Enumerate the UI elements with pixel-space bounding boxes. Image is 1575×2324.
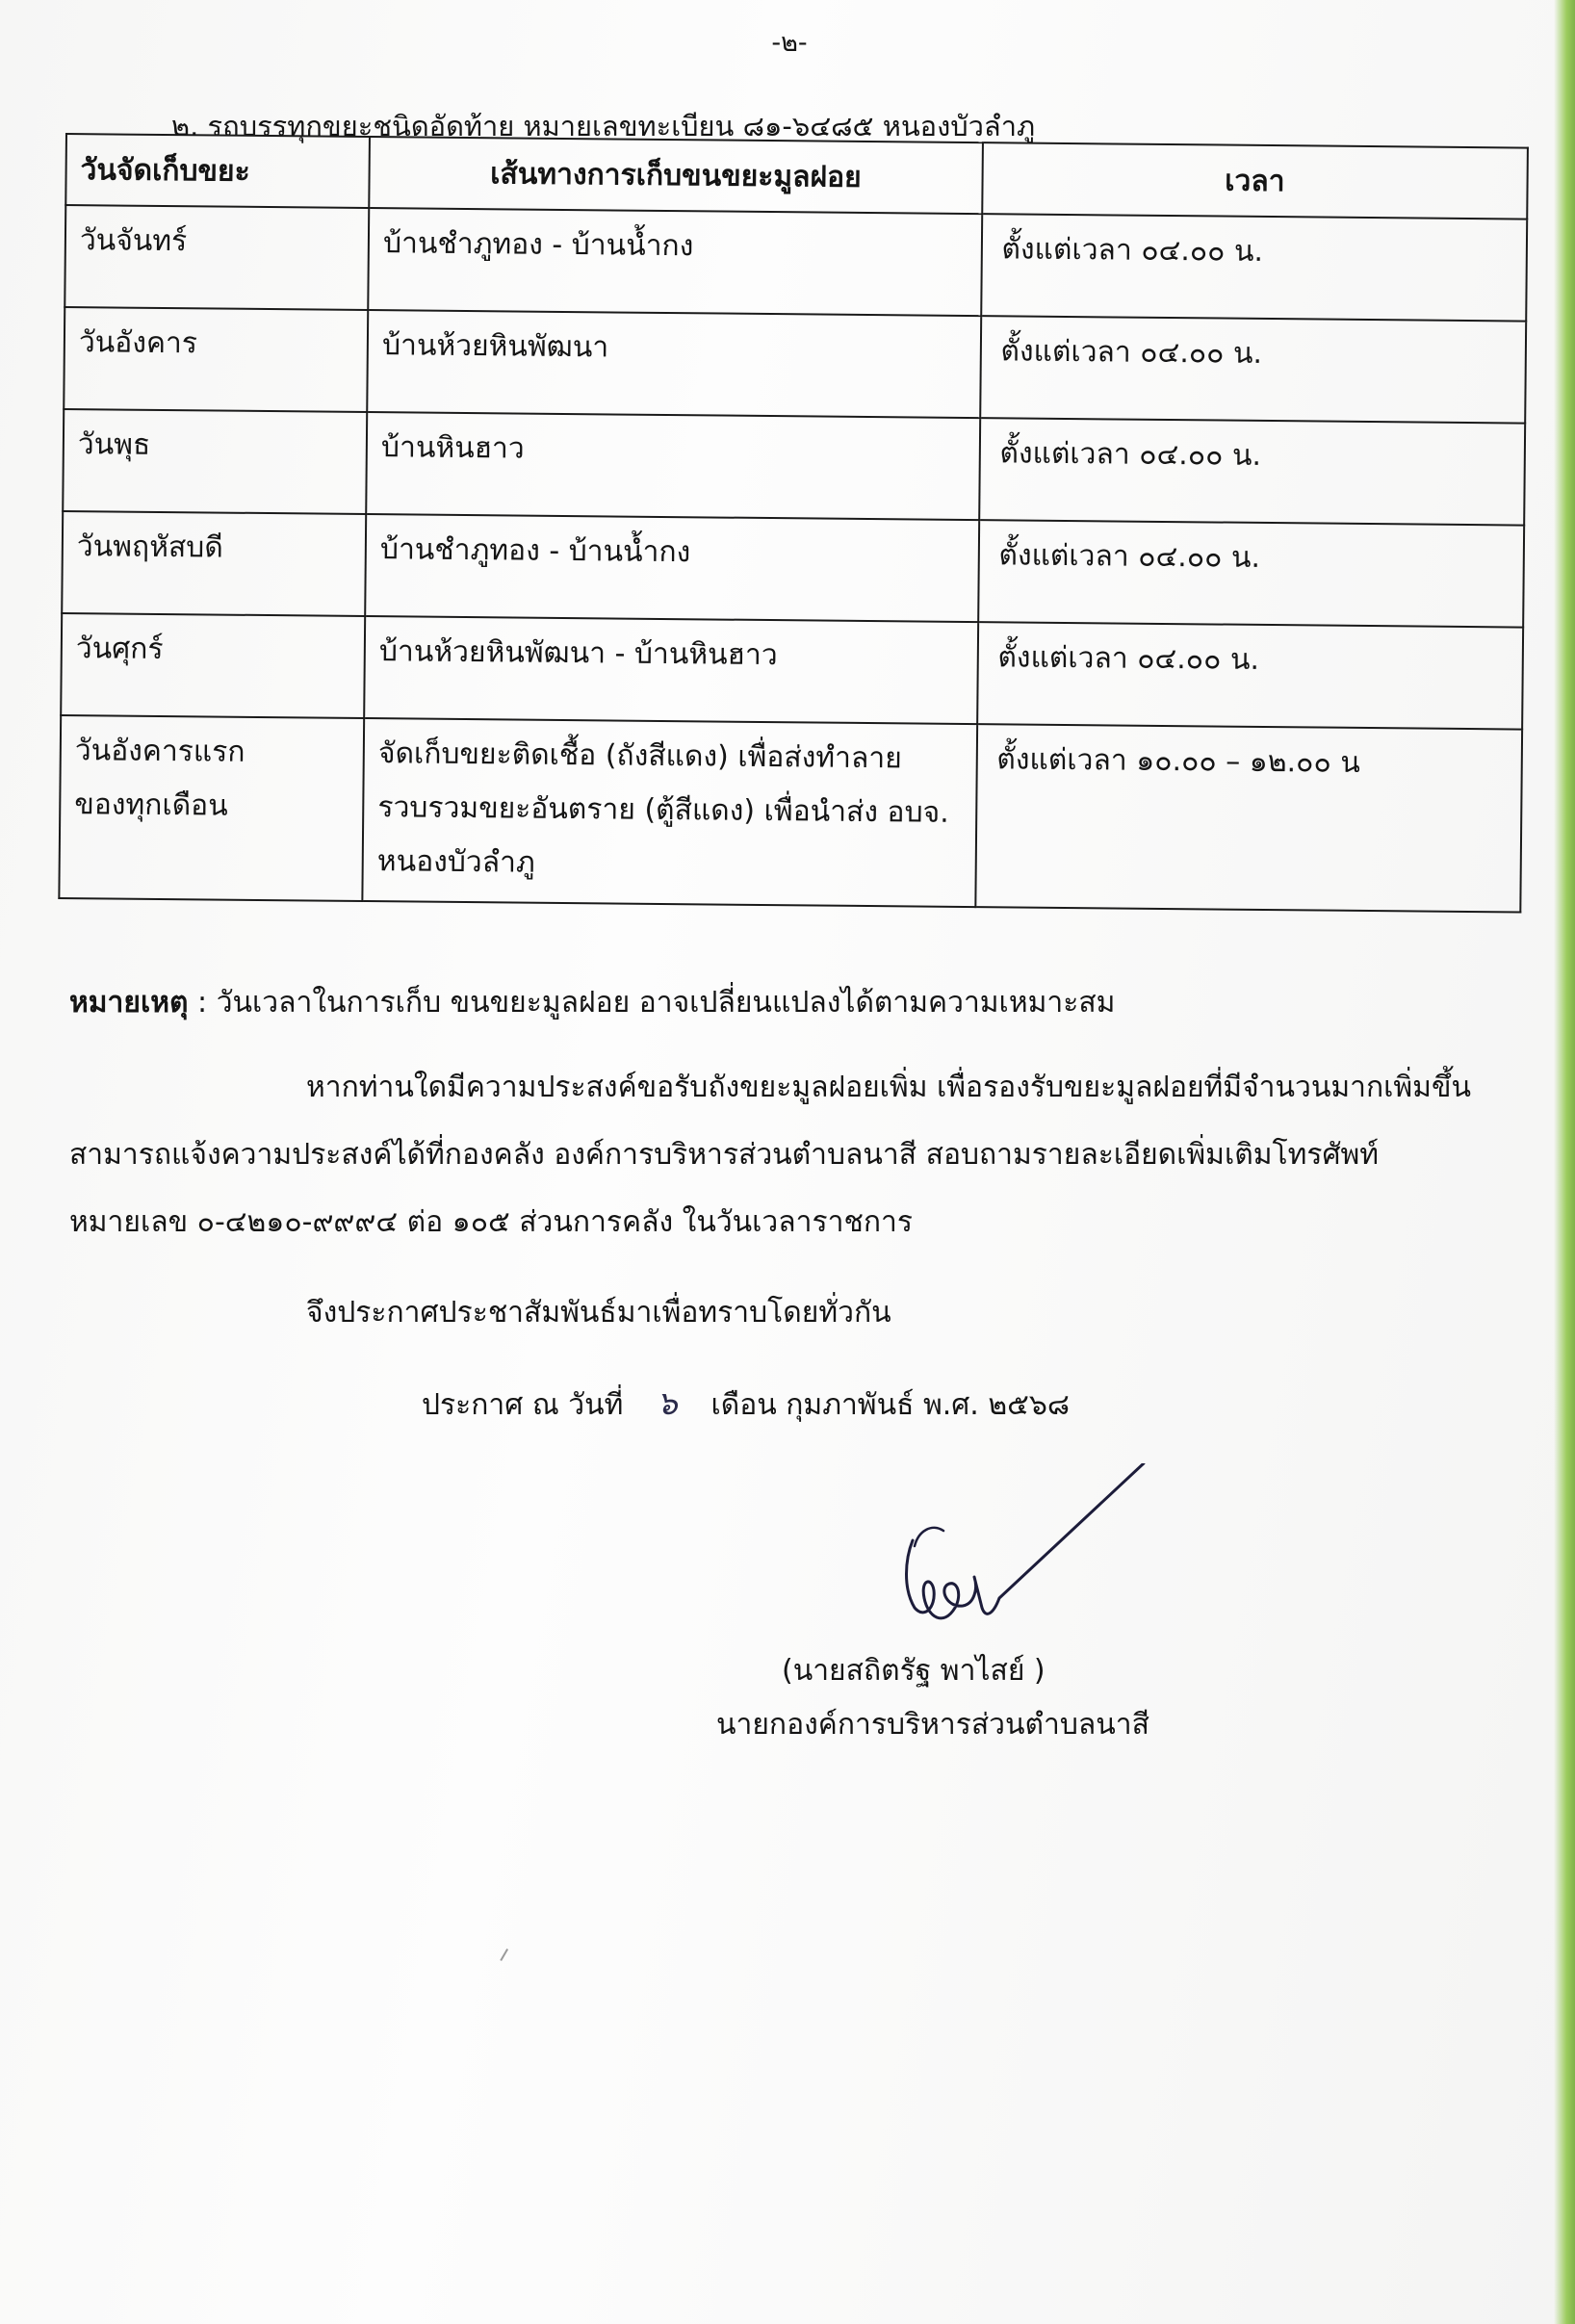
- day-cell: [63, 409, 367, 514]
- paragraph-line-1: หากท่านใดมีความประสงค์ขอรับถังขยะมูลฝอยเพิ่ม เพื่อรองรับขยะมูลฝอยที่มีจำนวนมากเพิ่มขึ้น: [306, 1071, 1471, 1104]
- day-cell: [61, 613, 365, 718]
- handwritten-day: ๖: [657, 1384, 678, 1423]
- date-suffix: เดือน กุมภาพันธ์ พ.ศ. ๒๕๖๘: [710, 1388, 1071, 1422]
- time-text: ตั้งแต่เวลา ๑๐.๐๐ – ๑๒.๐๐ น: [996, 742, 1360, 780]
- route-text: บ้านห้วยหินพัฒนา - บ้านหินฮาว: [378, 634, 778, 673]
- day-text: วันอังคารแรก: [74, 734, 245, 769]
- date-prefix: ประกาศ ณ วันที่: [422, 1388, 624, 1422]
- day-cell: [64, 307, 368, 412]
- route-text: บ้านห้วยหินพัฒนา: [381, 328, 609, 365]
- time-cell: [981, 214, 1527, 321]
- time-text: ตั้งแต่เวลา ๐๔.๐๐ น.: [1001, 232, 1264, 269]
- day-text: วันอังคาร: [78, 325, 198, 361]
- route-text: บ้านหินฮาว: [380, 430, 525, 466]
- time-cell: [980, 316, 1526, 423]
- day-cell: [62, 511, 366, 616]
- note-label: หมายเหตุ: [69, 986, 189, 1020]
- time-cell: [979, 418, 1525, 525]
- route-cell: [365, 514, 978, 622]
- time-text: ตั้งแต่เวลา ๐๔.๐๐ น.: [999, 436, 1262, 473]
- table-row: [64, 307, 1526, 424]
- day-text: ของทุกเดือน: [74, 788, 228, 823]
- route-cell: [368, 208, 981, 316]
- route-text: จัดเก็บขยะติดเชื้อ (ถังสีแดง) เพื่อส่งทำลาย: [377, 736, 902, 776]
- day-cell: [65, 205, 369, 310]
- note-text: : วันเวลาในการเก็บ ขนขยะมูลฝอย อาจเปลี่ยนแปลงได้ตามความเหมาะสม: [197, 986, 1116, 1020]
- table-row: [65, 205, 1527, 322]
- header-day: วันจัดเก็บขยะ: [65, 134, 370, 208]
- day-text: วันพุธ: [77, 427, 151, 462]
- route-text: หนองบัวลำภู: [376, 844, 535, 880]
- note: [69, 980, 1115, 1025]
- day-text: วันจันทร์: [79, 223, 188, 259]
- day-text: วันศุกร์: [75, 632, 164, 666]
- route-cell: [366, 412, 979, 520]
- date-line: [422, 1377, 1070, 1429]
- time-cell: [977, 622, 1523, 729]
- header-time: เวลา: [982, 142, 1528, 219]
- time-cell: [978, 520, 1524, 627]
- time-cell: [975, 724, 1522, 912]
- day-cell: [59, 715, 364, 901]
- table-row: [59, 715, 1522, 913]
- collection-schedule-table: [58, 133, 1529, 914]
- paragraph-line-3: หมายเลข ๐-๔๒๑๐-๙๙๙๔ ต่อ ๑๐๕ ส่วนการคลัง ในวันเวลาราชการ: [69, 1205, 913, 1239]
- signer-name: (นายสถิตรัฐ พาไสย์ ): [782, 1654, 1046, 1688]
- route-text: รวบรวมขยะอันตราย (ตู้สีแดง) เพื่อนำส่ง อบจ.: [377, 790, 949, 830]
- route-text: บ้านชำภูทอง - บ้านน้ำกง: [379, 532, 691, 570]
- section-heading: ๒. รถบรรทุกขยะชนิดอัดท้าย หมายเลขทะเบียน ๘๑-๖๔๘๕ หนองบัวลำภู: [171, 110, 1036, 142]
- background-edge: [1554, 0, 1575, 2324]
- time-text: ตั้งแต่เวลา ๐๔.๐๐ น.: [998, 538, 1261, 575]
- route-cell: [362, 718, 976, 907]
- table-row: [63, 409, 1525, 526]
- announcement-text: จึงประกาศประชาสัมพันธ์มาเพื่อทราบโดยทั่วกัน: [306, 1296, 891, 1330]
- table-row: [61, 613, 1523, 730]
- route-cell: [367, 310, 980, 418]
- table-row: [62, 511, 1524, 628]
- header-route: เส้นทางการเก็บขนขยะมูลฝอย: [369, 137, 982, 214]
- time-text: ตั้งแต่เวลา ๐๔.๐๐ น.: [1000, 334, 1263, 371]
- paragraph-line-2: สามารถแจ้งความประสงค์ได้ที่กองคลัง องค์การบริหารส่วนตำบลนาสี สอบถามรายละเอียดเพิ่มเติมโทรศัพท์: [69, 1138, 1380, 1172]
- paper-mark: [500, 1949, 516, 1966]
- route-cell: [364, 616, 977, 724]
- day-text: วันพฤหัสบดี: [76, 529, 223, 565]
- signature-image: [886, 1463, 1155, 1656]
- time-text: ตั้งแต่เวลา ๐๔.๐๐ น.: [997, 640, 1260, 677]
- route-text: บ้านชำภูทอง - บ้านน้ำกง: [382, 226, 694, 264]
- signer-title: นายกองค์การบริหารส่วนตำบลนาสี: [716, 1708, 1149, 1742]
- page-number: -๒-: [771, 28, 808, 58]
